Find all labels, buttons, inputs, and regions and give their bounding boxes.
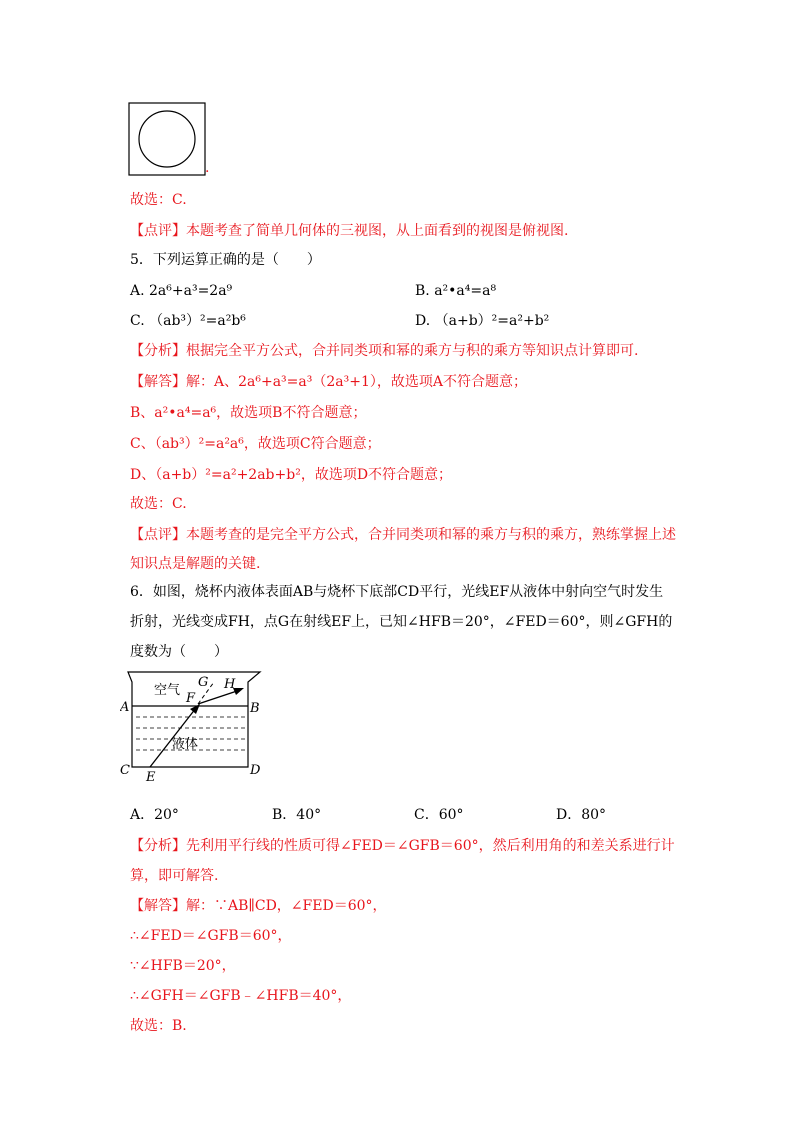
q6-solution-line-1: 【解答】解：∵AB∥CD，∠FED＝60°， <box>130 898 387 914</box>
beaker-outline <box>128 672 260 767</box>
q5-solution-line-1: 【解答】解：A、2a⁶+a³=a³（2a³+1），故选项A不符合题意； <box>130 374 527 390</box>
label-air: 空气 <box>154 683 181 698</box>
label-h: H <box>224 677 236 692</box>
q5-option-c: C. （ab³）²=a²b⁶ <box>130 313 246 329</box>
q5-answer: 故选：C. <box>130 496 187 512</box>
q5-option-b: B. a²•a⁴=a⁸ <box>415 283 497 299</box>
label-d: D <box>250 763 261 778</box>
q6-option-d: D．80° <box>556 807 607 823</box>
q6-option-c: C．60° <box>414 807 464 823</box>
q5-solution-line-4: D、（a+b）²=a²+2ab+b²，故选项D不符合题意； <box>130 467 453 483</box>
label-f: F <box>186 691 196 706</box>
q6-analysis-line-2: 算，即可解答. <box>130 868 219 884</box>
label-a: A <box>120 700 130 715</box>
q6-solution-line-2: ∴∠FED＝∠GFB＝60°， <box>130 928 292 944</box>
label-c: C <box>120 763 130 778</box>
square-outline <box>129 103 205 175</box>
q5-comment-line-2: 知识点是解题的关键. <box>130 556 261 572</box>
label-g: G <box>198 675 209 690</box>
q6-solution-line-4: ∴∠GFH＝∠GFB﹣∠HFB＝40°， <box>130 988 352 1004</box>
ray-fh <box>198 690 240 704</box>
q6-option-a: A．20° <box>130 807 179 823</box>
q4-comment: 【点评】本题考查了简单几何体的三视图，从上面看到的视图是俯视图. <box>130 223 569 239</box>
beaker-figure <box>120 664 270 784</box>
q5-solution-line-2: B、a²•a⁴=a⁶，故选项B不符合题意； <box>130 405 367 421</box>
q5-solution-line-3: C、（ab³）²=a²a⁶，故选项C符合题意； <box>130 436 381 452</box>
q6-solution-line-3: ∵∠HFB＝20°， <box>130 958 236 974</box>
q4-answer: 故选：C. <box>130 192 187 208</box>
q5-option-d: D. （a+b）²=a²+b² <box>415 313 550 329</box>
circle-outline <box>139 111 195 167</box>
q5-stem: 5．下列运算正确的是（ ） <box>130 252 321 268</box>
q5-option-a: A. 2a⁶+a³=2a⁹ <box>130 283 233 299</box>
q6-analysis-line-1: 【分析】先利用平行线的性质可得∠FED＝∠GFB＝60°，然后利用角的和差关系进行计 <box>130 838 675 854</box>
q6-answer: 故选：B. <box>130 1018 187 1034</box>
q6-option-b: B．40° <box>272 807 322 823</box>
q5-comment-line-1: 【点评】本题考查的是完全平方公式，合并同类项和幂的乘方与积的乘方，熟练掌握上述 <box>130 527 676 543</box>
label-liquid: 液体 <box>172 737 199 752</box>
q6-stem-line-2: 折射，光线变成FH，点G在射线EF上，已知∠HFB＝20°，∠FED＝60°，则∠GFH的 <box>130 614 673 630</box>
figure-dot: . <box>205 160 210 176</box>
q6-stem-line-3: 度数为（ ） <box>130 644 228 660</box>
label-b: B <box>250 701 260 716</box>
label-e: E <box>146 770 156 784</box>
q5-analysis: 【分析】根据完全平方公式，合并同类项和幂的乘方与积的乘方等知识点计算即可. <box>130 343 639 359</box>
q6-stem-line-1: 6．如图，烧杯内液体表面AB与烧杯下底部CD平行，光线EF从液体中射向空气时发生 <box>130 584 664 600</box>
